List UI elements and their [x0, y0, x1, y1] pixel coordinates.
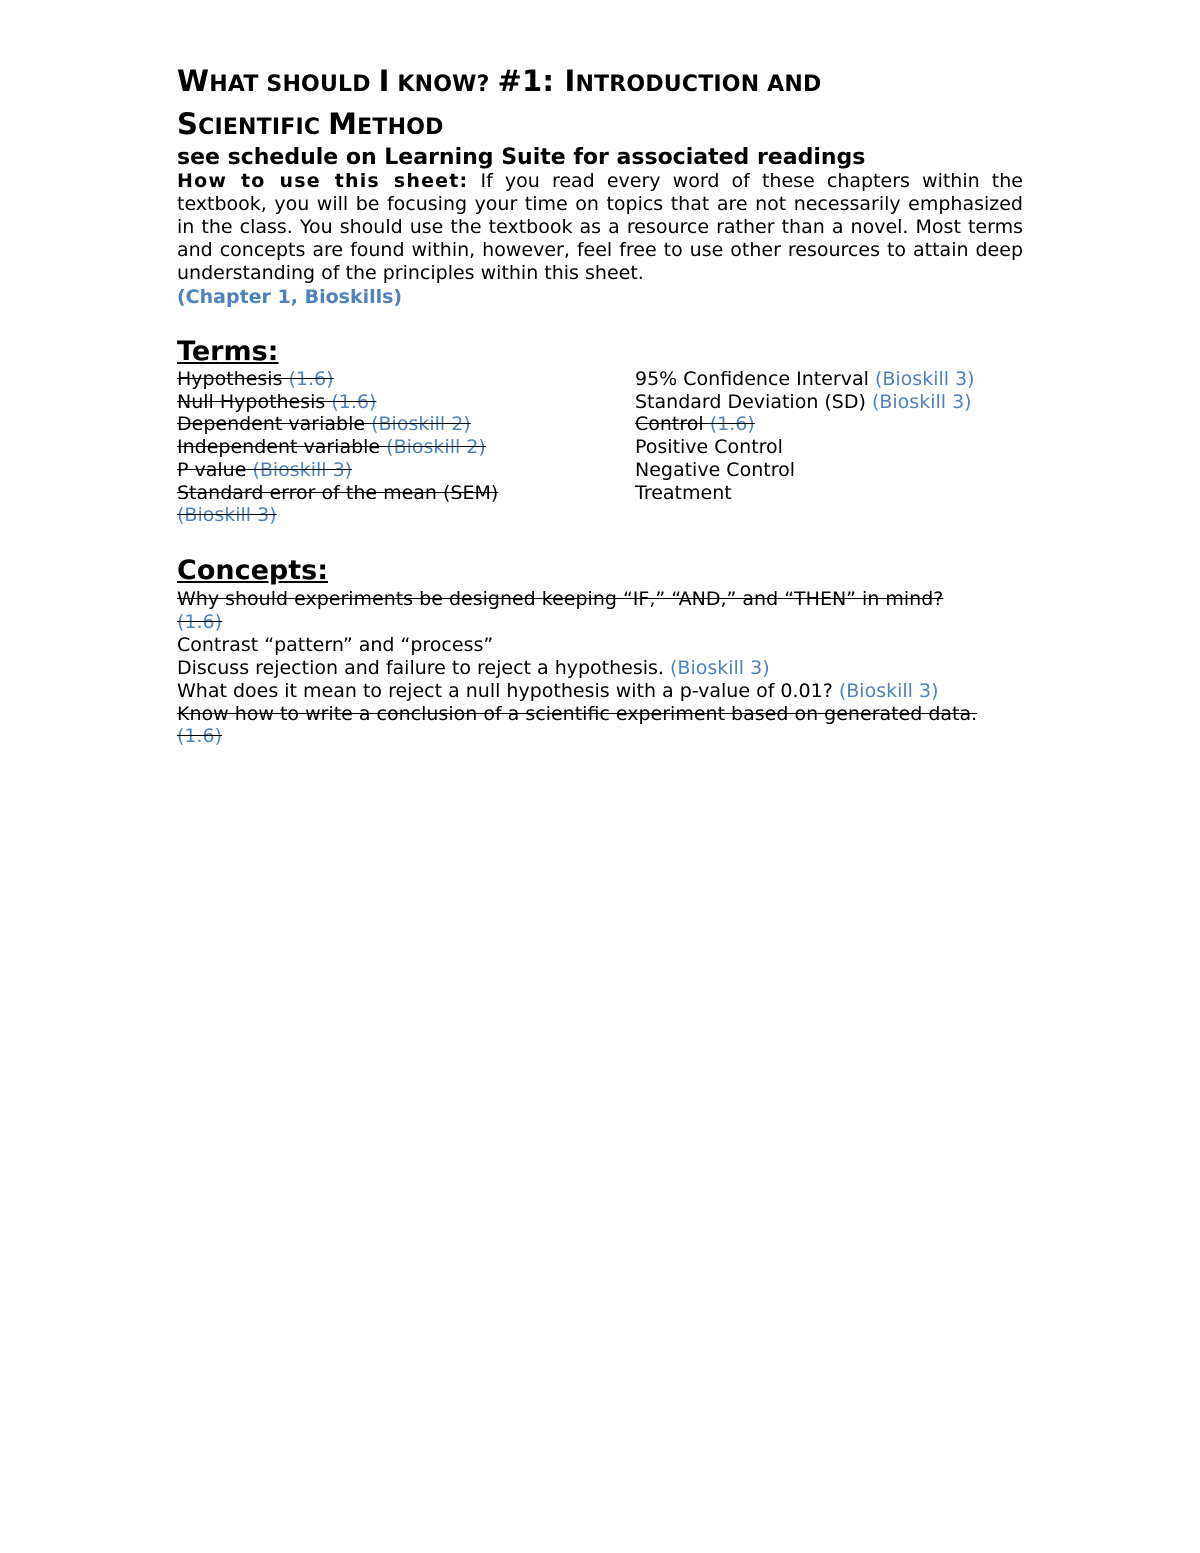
term-text: Standard Deviation (SD)	[635, 390, 872, 413]
title-text-know: KNOW?	[389, 72, 498, 97]
term-item	[177, 413, 617, 436]
title-initial-s: S	[177, 107, 199, 141]
page-title	[177, 62, 1037, 148]
term-item	[635, 482, 1035, 505]
term-item	[177, 368, 617, 391]
term-text: Dependent variable	[177, 413, 372, 436]
concept-item	[177, 703, 1022, 749]
term-ref: (Bioskill 3)	[874, 368, 975, 390]
concept-item	[177, 634, 1027, 657]
term-ref: (1.6)	[331, 390, 377, 413]
term-item	[177, 482, 522, 527]
terms-heading: Terms:	[177, 336, 279, 367]
title-initial-intro: I	[564, 64, 576, 98]
term-item	[635, 391, 1035, 414]
term-ref: (Bioskill 3)	[871, 390, 972, 413]
intro-body: If you read every word of these chapters within the textbook, you will be focusing your time on topics that are not necessarily emphasized in the class. You should use the textbook as a resource rather than a novel. Most terms and concepts are found within, however, feel free to use other resources to attain deep understanding of the principles within this sheet.	[177, 170, 1023, 284]
term-text: Treatment	[635, 481, 732, 504]
title-line-2	[177, 105, 1037, 148]
concept-text: What does it mean to reject a null hypothesis with a p-value of 0.01?	[177, 679, 839, 702]
concepts-heading: Concepts:	[177, 555, 329, 586]
title-initial-i: I	[378, 64, 390, 98]
term-item	[177, 436, 617, 459]
chapter-reference: (Chapter 1, Bioskills)	[177, 286, 403, 308]
term-item	[635, 459, 1035, 482]
term-item	[635, 413, 1035, 436]
term-text: P value	[177, 458, 253, 481]
concepts-list	[177, 588, 1027, 748]
intro-lead: How to use this sheet:	[177, 170, 469, 192]
term-text: Control	[635, 413, 710, 436]
terms-right-column	[635, 368, 1035, 504]
term-text: Negative Control	[635, 458, 795, 481]
concept-text: Discuss rejection and failure to reject a hypothesis.	[177, 656, 670, 679]
concept-item	[177, 588, 987, 634]
term-item	[177, 391, 617, 414]
concept-ref: (Bioskill 3)	[838, 679, 939, 702]
intro-paragraph	[177, 170, 1023, 285]
concept-item	[177, 657, 1027, 680]
term-text: Hypothesis	[177, 368, 289, 390]
term-item	[635, 436, 1035, 459]
term-text: Standard error of the mean (SEM)	[177, 481, 499, 504]
subtitle: see schedule on Learning Suite for associated readings	[177, 145, 866, 170]
concept-ref: (1.6)	[177, 725, 223, 748]
term-item	[635, 368, 1035, 391]
concept-text: Contrast “pattern” and “process”	[177, 633, 494, 656]
title-initial-w: W	[177, 64, 210, 98]
term-ref: (1.6)	[709, 413, 755, 436]
title-text-cientific: CIENTIFIC	[198, 115, 329, 140]
title-line-1	[177, 62, 1037, 105]
title-number: #1:	[497, 64, 565, 98]
title-text-hat-should: HAT SHOULD	[209, 72, 379, 97]
title-text-ethod: ETHOD	[357, 115, 444, 140]
terms-left-column	[177, 368, 617, 527]
term-text: Positive Control	[635, 436, 783, 459]
term-text: 95% Confidence Interval	[635, 368, 875, 390]
term-text: Independent variable	[177, 436, 387, 459]
concept-ref: (1.6)	[177, 610, 223, 633]
concept-text: Know how to write a conclusion of a scientific experiment based on generated data.	[177, 702, 978, 725]
term-ref: (Bioskill 3)	[252, 458, 353, 481]
term-item	[177, 459, 617, 482]
term-ref: (Bioskill 3)	[177, 504, 277, 527]
title-initial-m: M	[328, 107, 358, 141]
concept-item	[177, 680, 1027, 703]
term-text: Null Hypothesis	[177, 390, 332, 413]
term-ref: (Bioskill 2)	[371, 413, 471, 436]
term-ref: (Bioskill 2)	[386, 436, 486, 459]
term-ref: (1.6)	[288, 368, 334, 390]
concept-ref: (Bioskill 3)	[670, 656, 770, 679]
concept-text: Why should experiments be designed keeping “IF,” “AND,” and “THEN” in mind?	[177, 588, 944, 610]
title-text-introduction: NTRODUCTION AND	[575, 72, 822, 97]
